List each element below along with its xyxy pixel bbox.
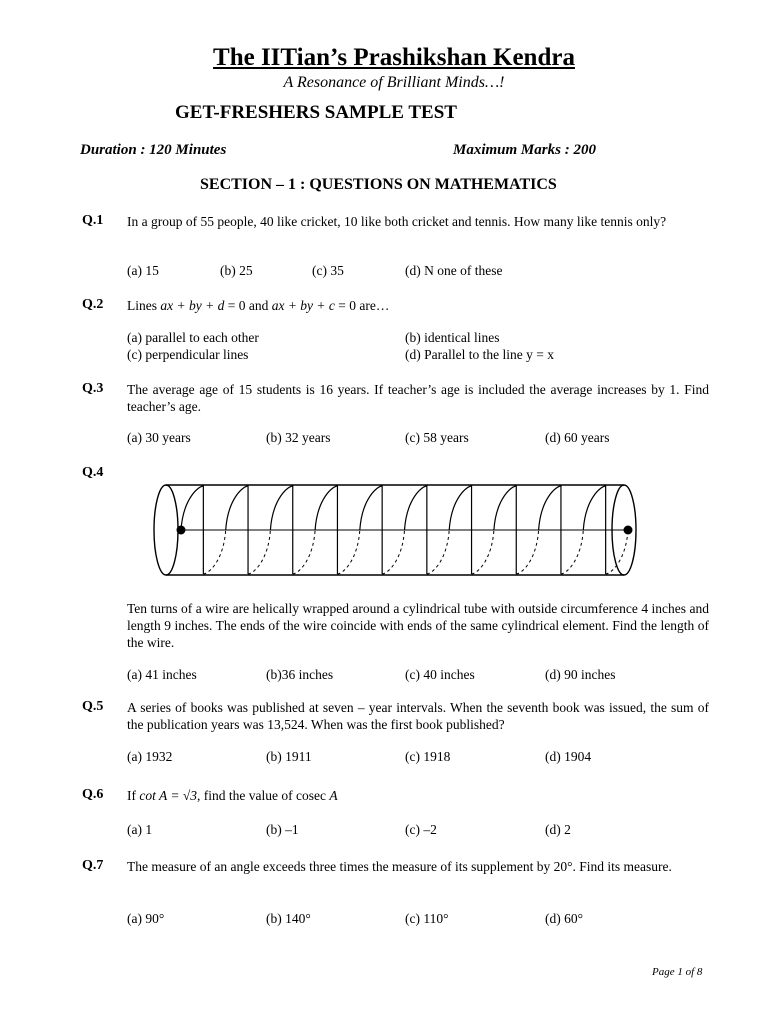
- question-number: Q.7: [82, 858, 104, 873]
- question-text: Ten turns of a wire are helically wrapped around a cylindrical tube with outside circumference 4 inches and length 9 inches. The ends of the wire coincide with ends of the same cylindrical element. Find the length of the wire.: [127, 601, 709, 650]
- question-text: A series of books was published at seven – year intervals. When the seventh book was issued, the sum of the publication years was 13,524. When was the first book published?: [127, 700, 709, 732]
- duration: Duration : 120 Minutes: [80, 142, 227, 158]
- institute-tagline: A Resonance of Brilliant Minds…!: [283, 74, 505, 91]
- institute-title: The IITian’s Prashikshan Kendra: [213, 44, 575, 71]
- option-b: (b) 25: [220, 263, 253, 278]
- question-text: Lines ax + by + d = 0 and ax + by + c = 0 are…: [127, 298, 390, 313]
- option-c: (c) 35: [312, 263, 344, 278]
- question-number: Q.3: [82, 381, 104, 396]
- section-heading: SECTION – 1 : QUESTIONS ON MATHEMATICS: [200, 176, 557, 193]
- option-d: (d) 2: [545, 822, 571, 837]
- question-number: Q.4: [82, 465, 104, 480]
- question-number: Q.6: [82, 787, 104, 802]
- question-number: Q.2: [82, 297, 104, 312]
- option-a: (a) 90°: [127, 911, 165, 926]
- option-b: (b) identical lines: [405, 330, 500, 345]
- option-c: (c) –2: [405, 822, 437, 837]
- question-number: Q.5: [82, 699, 104, 714]
- helix-back-turn: [472, 530, 494, 574]
- helix-back-turn: [293, 530, 315, 574]
- helix-back-turn: [337, 530, 359, 574]
- option-a: (a) 1: [127, 822, 153, 837]
- option-a: (a) 1932: [127, 749, 173, 764]
- helix-cylinder-figure: [150, 478, 640, 582]
- page-number: Page 1 of 8: [652, 966, 703, 978]
- option-c: (c) 40 inches: [405, 667, 475, 682]
- option-d: (d) Parallel to the line y = x: [405, 347, 554, 362]
- question-number: Q.1: [82, 213, 104, 228]
- option-d: (d) 60°: [545, 911, 584, 926]
- option-b: (b) 140°: [266, 911, 311, 926]
- option-b: (b) –1: [266, 822, 299, 837]
- helix-back-turn: [248, 530, 270, 574]
- option-d: (d) N one of these: [405, 263, 503, 278]
- maximum-marks: Maximum Marks : 200: [453, 142, 596, 158]
- option-c: (c) 110°: [405, 911, 449, 926]
- question-text: In a group of 55 people, 40 like cricket, 10 like both cricket and tennis. How many like tennis only?: [127, 214, 667, 229]
- test-name: GET-FRESHERS SAMPLE TEST: [175, 102, 457, 123]
- helix-back-turn: [516, 530, 538, 574]
- option-d: (d) 90 inches: [545, 667, 616, 682]
- option-c: (c) 58 years: [405, 430, 469, 445]
- option-c: (c) 1918: [405, 749, 451, 764]
- option-a: (a) 15: [127, 263, 159, 278]
- option-c: (c) perpendicular lines: [127, 347, 249, 362]
- option-b: (b)36 inches: [266, 667, 334, 682]
- option-d: (d) 60 years: [545, 430, 610, 445]
- option-b: (b) 1911: [266, 749, 312, 764]
- question-text: The average age of 15 students is 16 years. If teacher’s age is included the average increases by 1. Find teacher’s age.: [127, 382, 709, 414]
- question-text: The measure of an angle exceeds three times the measure of its supplement by 20°. Find its measure.: [127, 859, 672, 874]
- helix-back-turn: [561, 530, 583, 574]
- option-d: (d) 1904: [545, 749, 592, 764]
- helix-back-turn: [382, 530, 404, 574]
- helix-back-turn: [203, 530, 225, 574]
- option-a: (a) 41 inches: [127, 667, 197, 682]
- option-a: (a) 30 years: [127, 430, 191, 445]
- helix-back-turn: [427, 530, 449, 574]
- option-a: (a) parallel to each other: [127, 330, 259, 345]
- question-text: If cot A = √3, find the value of cosec A: [127, 788, 338, 803]
- option-b: (b) 32 years: [266, 430, 331, 445]
